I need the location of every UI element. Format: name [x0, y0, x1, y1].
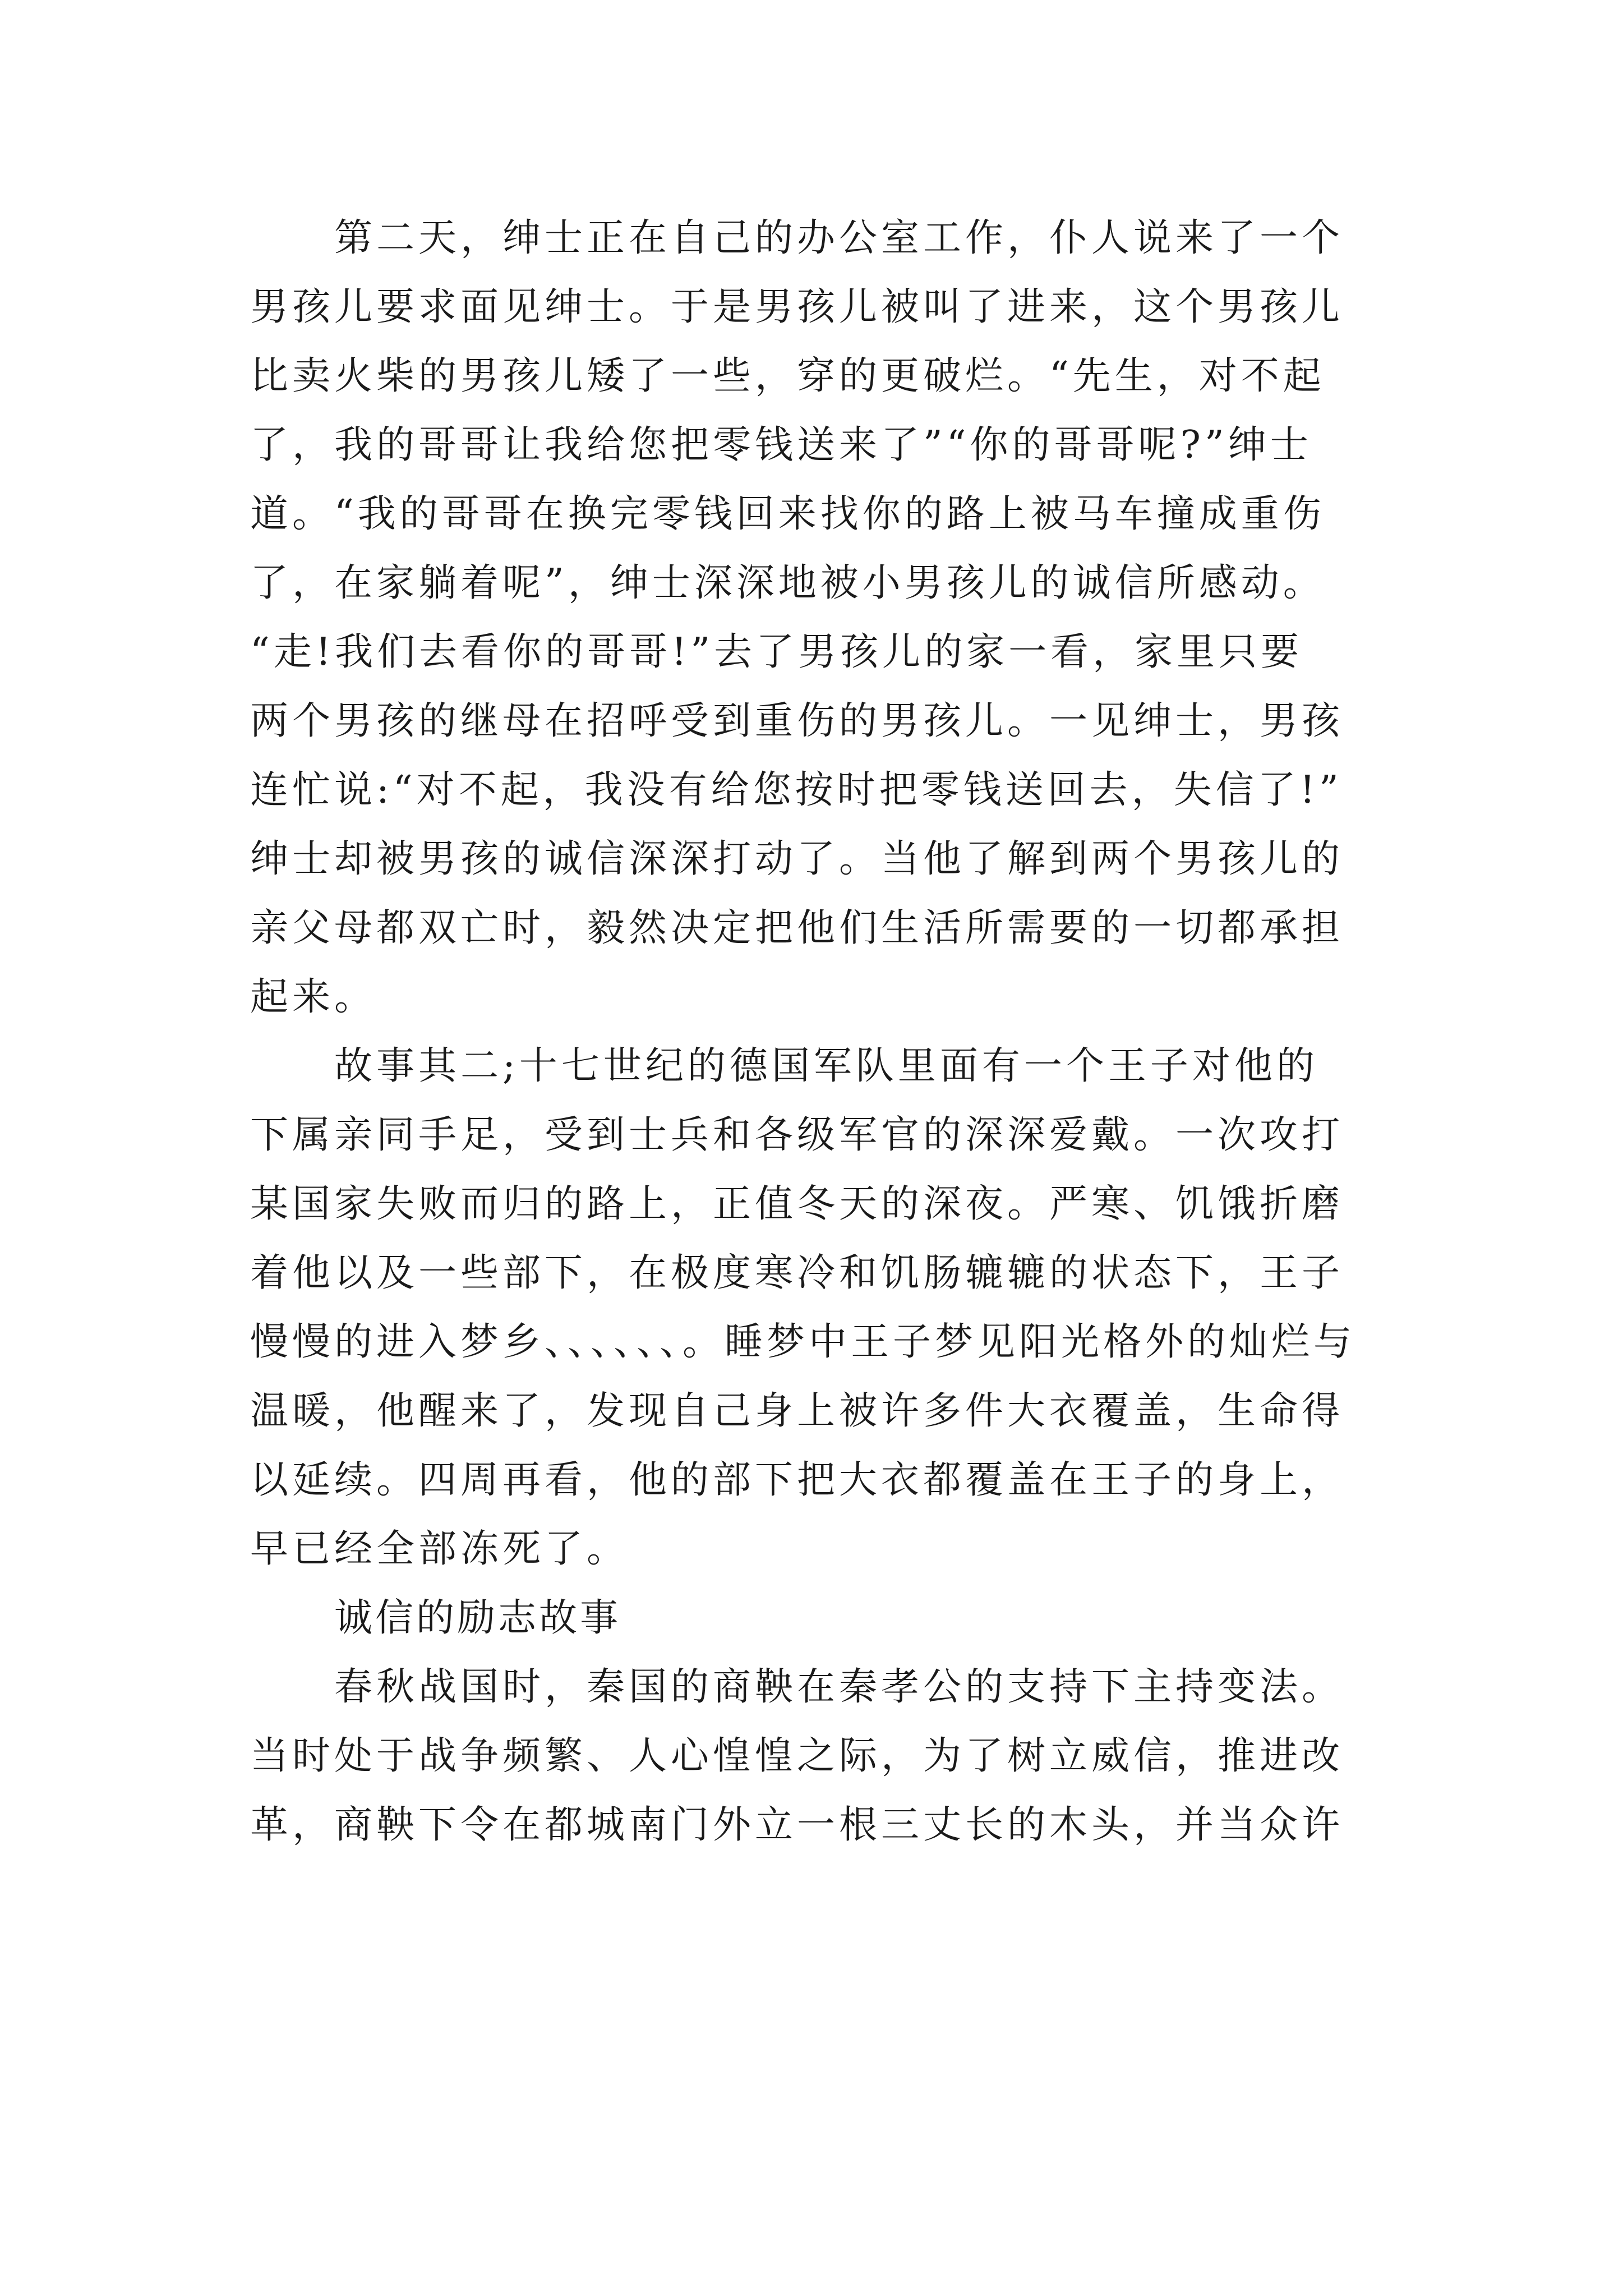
- paragraph-1-line-9: 连忙说:“对不起，我没有给您按时把零钱送回去，失信了!”: [250, 768, 1343, 812]
- paragraph-3-line-1: 春秋战国时，秦国的商鞅在秦孝公的支持下主持变法。: [334, 1665, 1344, 1709]
- paragraph-2-line-3: 某国家失败而归的路上，正值冬天的深夜。严寒、饥饿折磨: [250, 1182, 1344, 1226]
- paragraph-2-line-5: 慢慢的进入梦乡、、、、、、。睡梦中王子梦见阳光格外的灿烂与: [250, 1320, 1356, 1364]
- paragraph-1-line-1: 第二天，绅士正在自己的办公室工作，仆人说来了一个: [334, 216, 1344, 260]
- paragraph-1-line-10: 绅士却被男孩的诚信深深打动了。当他了解到两个男孩儿的: [250, 837, 1344, 881]
- body-text: [250, 213, 1389, 1869]
- paragraph-2-line-1: 故事其二;十七世纪的德国军队里面有一个王子对他的: [334, 1044, 1318, 1088]
- paragraph-1-line-2: 男孩儿要求面见绅士。于是男孩儿被叫了进来，这个男孩儿: [250, 285, 1344, 329]
- paragraph-1-line-5: 道。“我的哥哥在换完零钱回来找你的路上被马车撞成重伤: [250, 492, 1325, 536]
- paragraph-2-line-4: 着他以及一些部下，在极度寒冷和饥肠辘辘的状态下，王子: [250, 1251, 1344, 1295]
- paragraph-2-line-8: 早已经全部冻死了。: [250, 1527, 629, 1571]
- paragraph-2-line-7: 以延续。四周再看，他的部下把大衣都覆盖在王子的身上，: [250, 1458, 1344, 1502]
- paragraph-1-line-4: 了，我的哥哥让我给您把零钱送来了”“你的哥哥呢?”绅士: [250, 423, 1312, 467]
- paragraph-1-line-11: 亲父母都双亡时，毅然决定把他们生活所需要的一切都承担: [250, 906, 1344, 950]
- paragraph-2-line-6: 温暖，他醒来了，发现自己身上被许多件大衣覆盖，生命得: [250, 1389, 1344, 1433]
- paragraph-1-line-7: “走!我们去看你的哥哥!”去了男孩儿的家一看，家里只要: [250, 630, 1303, 674]
- paragraph-1-line-8: 两个男孩的继母在招呼受到重伤的男孩儿。一见绅士，男孩: [250, 699, 1344, 743]
- paragraph-1-line-3: 比卖火柴的男孩儿矮了一些，穿的更破烂。“先生，对不起: [250, 354, 1325, 398]
- paragraph-3-line-3: 革，商鞅下令在都城南门外立一根三丈长的木头，并当众许: [250, 1803, 1344, 1847]
- paragraph-2-line-2: 下属亲同手足，受到士兵和各级军官的深深爱戴。一次攻打: [250, 1113, 1344, 1157]
- paragraph-1-line-12: 起来。: [250, 975, 377, 1019]
- paragraph-1-line-6: 了，在家躺着呢”，绅士深深地被小男孩儿的诚信所感动。: [250, 561, 1325, 605]
- section-heading: 诚信的励志故事: [334, 1596, 621, 1640]
- paragraph-3-line-2: 当时处于战争频繁、人心惶惶之际，为了树立威信，推进改: [250, 1734, 1344, 1778]
